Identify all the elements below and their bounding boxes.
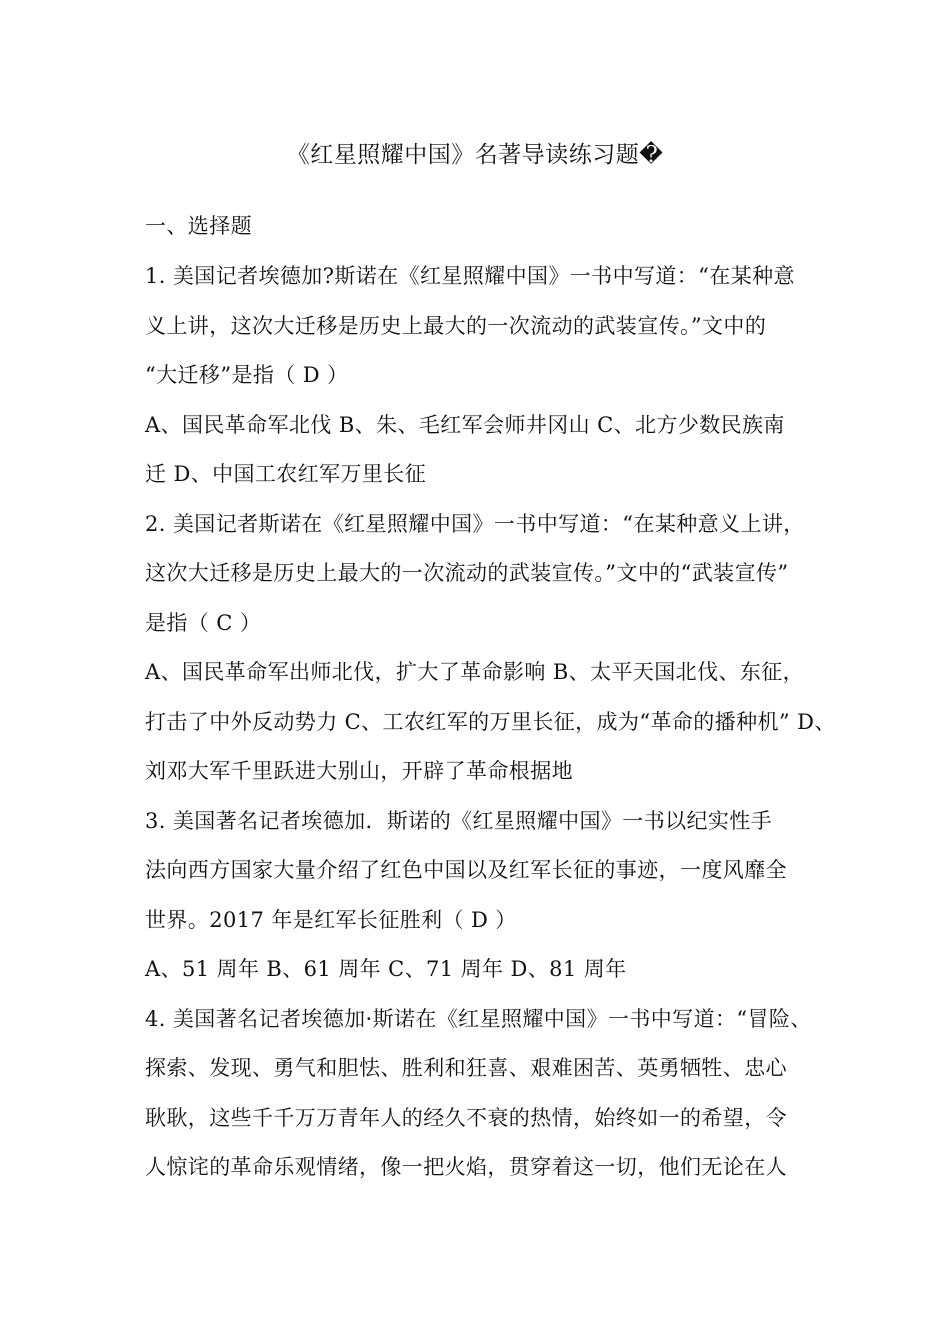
question-text-line: 是指（ C ） <box>145 610 262 635</box>
answer-options-line: 刘邓大军千里跃进大别山，开辟了革命根据地 <box>145 759 573 783</box>
question-4 <box>145 999 812 1197</box>
question-text-line: 人惊诧的革命乐观情绪，像一把火焰，贯穿着这一切，他们无论在人 <box>145 1155 787 1179</box>
answer-options-line: A、51 周年 B、61 周年 C、71 周年 D、81 周年 <box>145 957 627 981</box>
question-3 <box>145 801 807 999</box>
question-text-line: 探索、发现、勇气和胆怯、胜利和狂喜、艰难困苦、英勇牺牲、忠心 <box>145 1056 787 1080</box>
question-text-line: 耿耿，这些千千万万青年人的经久不衰的热情，始终如一的希望，令 <box>145 1105 787 1130</box>
answer-options-line: A、国民革命军北伐 B、朱、毛红军会师井冈山 C、北方少数民族南 <box>145 412 785 437</box>
document-title: 《红星照耀中国》名著导读练习题� <box>286 142 664 168</box>
question-text-line: “大迁移”是指（ D ） <box>145 363 349 387</box>
section-heading: 一、选择题 <box>145 214 252 238</box>
document-body <box>145 206 836 1197</box>
question-text-line: 法向西方国家大量介绍了红色中国以及红军长征的事迹，一度风靡全 <box>145 858 787 882</box>
question-1 <box>145 256 807 504</box>
question-text-line: 这次大迁移是历史上最大的一次流动的武装宣传。”文中的“武装宣传” <box>145 561 789 585</box>
answer-options-line: 迁 D、中国工农红军万里长征 <box>145 462 427 486</box>
question-2 <box>145 504 836 801</box>
question-text-line: 世界。2017 年是红军长征胜利（ D ） <box>145 907 517 932</box>
question-text-line: 2. 美国记者斯诺在《红星照耀中国》一书中写道：“在某种意义上讲， <box>145 511 805 536</box>
question-text-line: 3. 美国著名记者埃德加．斯诺的《红星照耀中国》一书以纪实性手 <box>145 808 773 833</box>
question-text-line: 4. 美国著名记者埃德加·斯诺在《红星照耀中国》一书中写道：“冒险、 <box>145 1006 812 1031</box>
answer-options-line: A、国民革命军出师北伐，扩大了革命影响 B、太平天国北伐、东征， <box>145 660 805 684</box>
question-text-line: 义上讲，这次大迁移是历史上最大的一次流动的武装宣传。”文中的 <box>145 313 767 338</box>
question-text-line: 1. 美国记者埃德加?斯诺在《红星照耀中国》一书中写道：“在某种意 <box>145 264 795 288</box>
answer-options-line: 打击了中外反动势力 C、工农红军的万里长征，成为“革命的播种机” D、 <box>145 709 836 734</box>
